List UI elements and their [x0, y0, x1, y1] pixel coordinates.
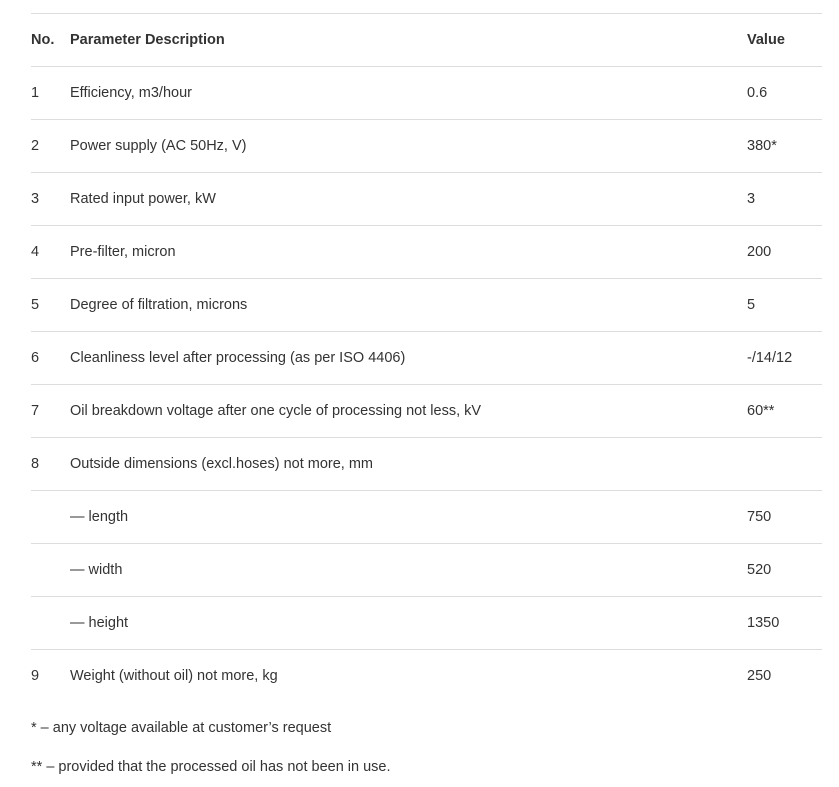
- header-no: No.: [31, 14, 70, 67]
- row-number: [31, 491, 70, 544]
- row-value: 380*: [747, 120, 822, 173]
- row-description: Degree of filtration, microns: [70, 279, 747, 332]
- row-description: — width: [70, 544, 747, 597]
- header-value: Value: [747, 14, 822, 67]
- table-row: [31, 226, 822, 279]
- row-value: 60**: [747, 385, 822, 438]
- table-row: [31, 67, 822, 120]
- row-number: 8: [31, 438, 70, 491]
- row-value: 250: [747, 650, 822, 703]
- row-value: [747, 438, 822, 491]
- row-value: 750: [747, 491, 822, 544]
- row-description: Oil breakdown voltage after one cycle of processing not less, kV: [70, 385, 747, 438]
- row-description: Pre-filter, micron: [70, 226, 747, 279]
- footnotes: [31, 718, 822, 777]
- table-row: [31, 438, 822, 491]
- row-value: 200: [747, 226, 822, 279]
- row-number: 4: [31, 226, 70, 279]
- table-row: [31, 650, 822, 703]
- row-value: 520: [747, 544, 822, 597]
- row-value: 3: [747, 173, 822, 226]
- row-number: 5: [31, 279, 70, 332]
- table-row: [31, 491, 822, 544]
- footnote-voltage: * – any voltage available at customer’s request: [31, 720, 332, 736]
- row-value: 5: [747, 279, 822, 332]
- header-parameter-description: Parameter Description: [70, 14, 747, 67]
- row-description: — height: [70, 597, 747, 650]
- row-number: [31, 544, 70, 597]
- table-row: [31, 597, 822, 650]
- parameter-table: [31, 13, 822, 702]
- row-description: Outside dimensions (excl.hoses) not more, mm: [70, 438, 747, 491]
- table-header-row: [31, 14, 822, 67]
- table-row: [31, 332, 822, 385]
- row-number: [31, 597, 70, 650]
- row-number: 1: [31, 67, 70, 120]
- row-value: -/14/12: [747, 332, 822, 385]
- row-number: 7: [31, 385, 70, 438]
- row-description: Rated input power, kW: [70, 173, 747, 226]
- footnote-oil: ** – provided that the processed oil has not been in use.: [31, 759, 391, 775]
- row-description: Efficiency, m3/hour: [70, 67, 747, 120]
- row-description: Cleanliness level after processing (as per ISO 4406): [70, 332, 747, 385]
- table-row: [31, 120, 822, 173]
- row-number: 6: [31, 332, 70, 385]
- table-row: [31, 173, 822, 226]
- row-description: Power supply (AC 50Hz, V): [70, 120, 747, 173]
- table-row: [31, 385, 822, 438]
- row-description: — length: [70, 491, 747, 544]
- row-description: Weight (without oil) not more, kg: [70, 650, 747, 703]
- row-number: 9: [31, 650, 70, 703]
- table-row: [31, 279, 822, 332]
- row-value: 0.6: [747, 67, 822, 120]
- table-row: [31, 544, 822, 597]
- row-value: 1350: [747, 597, 822, 650]
- row-number: 3: [31, 173, 70, 226]
- row-number: 2: [31, 120, 70, 173]
